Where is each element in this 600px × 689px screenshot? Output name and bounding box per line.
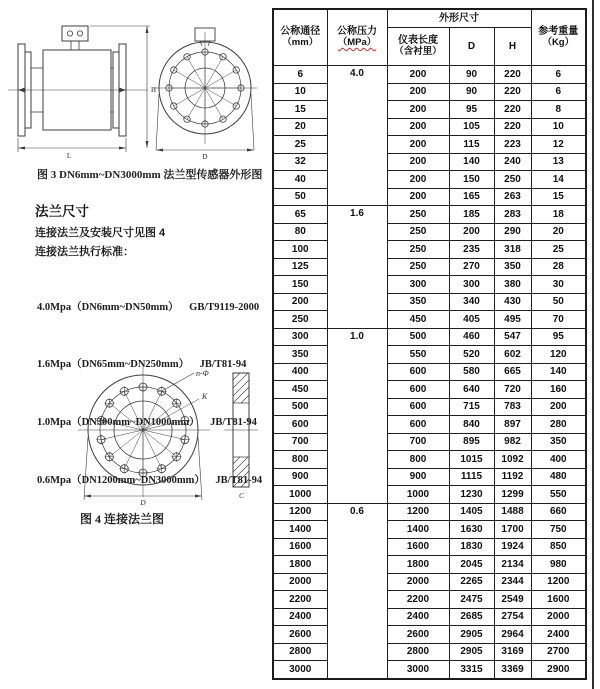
cell-weight: 980: [531, 556, 586, 574]
cell-d: 2685: [449, 608, 494, 626]
table-row: [273, 258, 586, 276]
cell-meter-length: 300: [387, 276, 449, 294]
standard-item: 0.6Mpa（DN1200mm~DN3000mm） JB/T81-94: [37, 475, 263, 487]
cell-h: 495: [494, 311, 531, 329]
cell-nominal-diameter: 200: [273, 293, 327, 311]
cell-meter-length: 600: [387, 398, 449, 416]
cell-nominal-diameter: 1400: [273, 521, 327, 539]
cell-weight: 550: [531, 486, 586, 504]
table-row: [273, 521, 586, 539]
cell-nominal-diameter: 100: [273, 241, 327, 259]
cell-h: 2964: [494, 626, 531, 644]
header-d: D: [449, 28, 494, 66]
cell-weight: 8: [531, 101, 586, 119]
cell-d: 460: [449, 328, 494, 346]
table-row: [273, 311, 586, 329]
cell-weight: 140: [531, 363, 586, 381]
cell-d: 840: [449, 416, 494, 434]
cell-weight: 2400: [531, 626, 586, 644]
cell-nominal-diameter: 2200: [273, 591, 327, 609]
cell-d: 895: [449, 433, 494, 451]
table-row: [273, 66, 586, 84]
cell-nominal-diameter: 150: [273, 276, 327, 294]
cell-h: 2754: [494, 608, 531, 626]
table-row: [273, 538, 586, 556]
cell-meter-length: 200: [387, 153, 449, 171]
cell-weight: 120: [531, 346, 586, 364]
cell-h: 3369: [494, 661, 531, 679]
cell-d: 580: [449, 363, 494, 381]
table-row: [273, 136, 586, 154]
cell-meter-length: 550: [387, 346, 449, 364]
cell-meter-length: 1000: [387, 486, 449, 504]
table-row: [273, 451, 586, 469]
cell-h: 665: [494, 363, 531, 381]
cell-h: 263: [494, 188, 531, 206]
dim-label-H: H: [151, 86, 157, 94]
cell-weight: 30: [531, 276, 586, 294]
table-row: [273, 206, 586, 224]
cell-meter-length: 250: [387, 223, 449, 241]
cell-weight: 2900: [531, 661, 586, 679]
cell-nominal-diameter: 80: [273, 223, 327, 241]
header-label: 公称通径: [280, 26, 321, 38]
cell-meter-length: 350: [387, 293, 449, 311]
header-reference-weight: [531, 9, 586, 66]
table-row: [273, 153, 586, 171]
cell-h: 220: [494, 83, 531, 101]
cell-meter-length: 1600: [387, 538, 449, 556]
table-row: [273, 328, 586, 346]
cell-meter-length: 450: [387, 311, 449, 329]
cell-meter-length: 600: [387, 381, 449, 399]
cell-d: 340: [449, 293, 494, 311]
table-row: [273, 83, 586, 101]
cell-h: 220: [494, 118, 531, 136]
cell-h: 430: [494, 293, 531, 311]
cell-weight: 10: [531, 118, 586, 136]
cell-meter-length: 250: [387, 206, 449, 224]
cell-meter-length: 200: [387, 171, 449, 189]
cell-d: 165: [449, 188, 494, 206]
cell-meter-length: 500: [387, 328, 449, 346]
cell-meter-length: 200: [387, 136, 449, 154]
cell-d: 90: [449, 66, 494, 84]
table-row: [273, 661, 586, 679]
cell-weight: 1200: [531, 573, 586, 591]
cell-meter-length: 200: [387, 118, 449, 136]
cell-h: 897: [494, 416, 531, 434]
cell-meter-length: 1800: [387, 556, 449, 574]
cell-h: 2344: [494, 573, 531, 591]
cell-meter-length: 3000: [387, 661, 449, 679]
cell-h: 220: [494, 66, 531, 84]
flange-install-note: 连接法兰及安装尺寸见图 4: [35, 227, 166, 239]
table-row: [273, 188, 586, 206]
cell-meter-length: 700: [387, 433, 449, 451]
cell-nominal-diameter: 250: [273, 311, 327, 329]
table-header-row-1: [273, 9, 586, 28]
cell-d: 1830: [449, 538, 494, 556]
cell-h: 1192: [494, 468, 531, 486]
cell-weight: 480: [531, 468, 586, 486]
cell-nominal-pressure: 1.6: [327, 206, 387, 329]
cell-weight: 200: [531, 398, 586, 416]
cell-d: 150: [449, 171, 494, 189]
cell-weight: 6: [531, 83, 586, 101]
header-label: 参考重量: [538, 26, 579, 38]
cell-nominal-diameter: 1600: [273, 538, 327, 556]
cell-d: 185: [449, 206, 494, 224]
header-label: 公称压力: [337, 26, 377, 38]
cell-nominal-diameter: 65: [273, 206, 327, 224]
cell-nominal-diameter: 1200: [273, 503, 327, 521]
page-border-line: [592, 0, 594, 689]
cell-weight: 750: [531, 521, 586, 539]
cell-h: 240: [494, 153, 531, 171]
header-note: （含衬里）: [394, 45, 442, 57]
standard-item: 4.0Mpa（DN6mm~DN50mm） GB/T9119-2000: [37, 301, 260, 313]
cell-weight: 14: [531, 171, 586, 189]
table-row: [273, 608, 586, 626]
cell-meter-length: 250: [387, 241, 449, 259]
cell-meter-length: 200: [387, 188, 449, 206]
cell-h: 602: [494, 346, 531, 364]
cell-h: 2134: [494, 556, 531, 574]
cell-d: 2905: [449, 626, 494, 644]
header-unit: （MPa）: [337, 36, 377, 48]
cell-weight: 160: [531, 381, 586, 399]
bolt-circle-holes: [166, 49, 244, 127]
cell-d: 1015: [449, 451, 494, 469]
header-nominal-diameter: [273, 9, 327, 66]
table-row: [273, 363, 586, 381]
cell-nominal-diameter: 1800: [273, 556, 327, 574]
cell-weight: 70: [531, 311, 586, 329]
cell-nominal-diameter: 900: [273, 468, 327, 486]
table-row: [273, 591, 586, 609]
cell-nominal-diameter: 15: [273, 101, 327, 119]
header-unit: （mm）: [282, 36, 319, 48]
table-row: [273, 416, 586, 434]
cell-d: 1115: [449, 468, 494, 486]
table-row: [273, 346, 586, 364]
cell-d: 2905: [449, 643, 494, 661]
cell-nominal-diameter: 125: [273, 258, 327, 276]
cell-meter-length: 200: [387, 66, 449, 84]
dimension-table: [272, 8, 587, 680]
cell-weight: 18: [531, 206, 586, 224]
header-meter-length: [387, 28, 449, 66]
figure3-caption: 图 3 DN6mm~DN3000mm 法兰型传感器外形图: [37, 169, 263, 181]
table-row: [273, 486, 586, 504]
cell-d: 140: [449, 153, 494, 171]
cell-nominal-diameter: 3000: [273, 661, 327, 679]
header-label: 仪表长度: [398, 35, 438, 47]
dim-label-L: L: [66, 152, 72, 160]
cell-nominal-diameter: 2600: [273, 626, 327, 644]
cell-h: 380: [494, 276, 531, 294]
figure4-flange-drawing: [10, 335, 265, 507]
table-row: [273, 398, 586, 416]
cell-weight: 25: [531, 241, 586, 259]
cell-h: 220: [494, 101, 531, 119]
cell-nominal-pressure: 0.6: [327, 503, 387, 679]
cell-h: 1488: [494, 503, 531, 521]
cell-meter-length: 200: [387, 101, 449, 119]
cell-h: 283: [494, 206, 531, 224]
cell-weight: 2700: [531, 643, 586, 661]
cell-d: 235: [449, 241, 494, 259]
cell-meter-length: 250: [387, 258, 449, 276]
cell-nominal-diameter: 20: [273, 118, 327, 136]
dim-label-holes: n-Φ: [196, 369, 209, 378]
cell-h: 1924: [494, 538, 531, 556]
table-row: [273, 293, 586, 311]
cell-weight: 28: [531, 258, 586, 276]
cell-d: 300: [449, 276, 494, 294]
cell-meter-length: 2200: [387, 591, 449, 609]
cell-nominal-diameter: 500: [273, 398, 327, 416]
cell-weight: 280: [531, 416, 586, 434]
cell-nominal-diameter: 450: [273, 381, 327, 399]
table-row: [273, 241, 586, 259]
cell-d: 3315: [449, 661, 494, 679]
table-row: [273, 433, 586, 451]
cell-d: 1630: [449, 521, 494, 539]
cell-weight: 95: [531, 328, 586, 346]
cell-nominal-diameter: 10: [273, 83, 327, 101]
cell-meter-length: 800: [387, 451, 449, 469]
cell-nominal-diameter: 25: [273, 136, 327, 154]
cell-weight: 660: [531, 503, 586, 521]
table-row: [273, 276, 586, 294]
cell-d: 2045: [449, 556, 494, 574]
cell-weight: 50: [531, 293, 586, 311]
cell-d: 105: [449, 118, 494, 136]
cell-d: 1230: [449, 486, 494, 504]
cell-h: 783: [494, 398, 531, 416]
dim-label-D: D: [140, 498, 146, 507]
cell-meter-length: 2000: [387, 573, 449, 591]
figure4-caption: 图 4 连接法兰图: [80, 512, 165, 526]
cell-d: 715: [449, 398, 494, 416]
cell-h: 547: [494, 328, 531, 346]
table-row: [273, 468, 586, 486]
cell-nominal-diameter: 700: [273, 433, 327, 451]
table-row: [273, 503, 586, 521]
cell-nominal-diameter: 300: [273, 328, 327, 346]
cell-meter-length: 600: [387, 363, 449, 381]
cell-weight: 12: [531, 136, 586, 154]
cell-d: 1405: [449, 503, 494, 521]
cell-d: 200: [449, 223, 494, 241]
cell-h: 350: [494, 258, 531, 276]
table-row: [273, 101, 586, 119]
cell-nominal-diameter: 400: [273, 363, 327, 381]
cell-nominal-diameter: 350: [273, 346, 327, 364]
cell-weight: 850: [531, 538, 586, 556]
cell-weight: 1600: [531, 591, 586, 609]
cell-nominal-pressure: 4.0: [327, 66, 387, 206]
cell-meter-length: 200: [387, 83, 449, 101]
standard-item: 1.6Mpa（DN65mm~DN250mm） JB/T81-94: [37, 359, 247, 371]
cell-weight: 350: [531, 433, 586, 451]
header-h: H: [494, 28, 531, 66]
flange-standard-note: 连接法兰执行标准：: [35, 246, 134, 258]
dim-label-C: C: [239, 491, 245, 500]
cell-h: 982: [494, 433, 531, 451]
cell-h: 290: [494, 223, 531, 241]
dim-label-K: K: [202, 392, 208, 401]
cell-weight: 15: [531, 188, 586, 206]
cell-d: 2475: [449, 591, 494, 609]
cell-meter-length: 900: [387, 468, 449, 486]
standard-item: 1.0Mpa（DN300mm~DN1000mm） JB/T81-94: [37, 417, 257, 429]
cell-h: 3169: [494, 643, 531, 661]
cell-d: 405: [449, 311, 494, 329]
cell-weight: 2000: [531, 608, 586, 626]
table-row: [273, 171, 586, 189]
table-row: [273, 556, 586, 574]
cell-meter-length: 1200: [387, 503, 449, 521]
header-nominal-pressure: [327, 9, 387, 66]
cell-d: 95: [449, 101, 494, 119]
cell-nominal-diameter: 2800: [273, 643, 327, 661]
dimension-table-wrapper: [272, 8, 587, 680]
cell-h: 223: [494, 136, 531, 154]
table-row: [273, 118, 586, 136]
cell-d: 2265: [449, 573, 494, 591]
cell-d: 270: [449, 258, 494, 276]
dimension-table-body: [273, 66, 586, 679]
section-heading-flange-size: 法兰尺寸: [35, 204, 89, 219]
cell-d: 520: [449, 346, 494, 364]
table-row: [273, 381, 586, 399]
cell-h: 1092: [494, 451, 531, 469]
cell-weight: 400: [531, 451, 586, 469]
cell-meter-length: 2400: [387, 608, 449, 626]
cell-meter-length: 1400: [387, 521, 449, 539]
cell-h: 318: [494, 241, 531, 259]
table-row: [273, 626, 586, 644]
cell-nominal-diameter: 2000: [273, 573, 327, 591]
cell-h: 1299: [494, 486, 531, 504]
cell-h: 2549: [494, 591, 531, 609]
cell-meter-length: 2800: [387, 643, 449, 661]
cell-nominal-diameter: 2400: [273, 608, 327, 626]
cell-nominal-diameter: 600: [273, 416, 327, 434]
cell-nominal-diameter: 50: [273, 188, 327, 206]
cell-nominal-diameter: 1000: [273, 486, 327, 504]
cell-nominal-diameter: 6: [273, 66, 327, 84]
cell-weight: 13: [531, 153, 586, 171]
table-row: [273, 573, 586, 591]
cell-d: 115: [449, 136, 494, 154]
cell-nominal-pressure: 1.0: [327, 328, 387, 503]
cell-d: 640: [449, 381, 494, 399]
cell-h: 250: [494, 171, 531, 189]
cell-meter-length: 600: [387, 416, 449, 434]
header-unit: （Kg）: [542, 36, 575, 48]
cell-h: 1700: [494, 521, 531, 539]
cell-nominal-diameter: 800: [273, 451, 327, 469]
cell-nominal-diameter: 40: [273, 171, 327, 189]
cell-weight: 6: [531, 66, 586, 84]
table-row: [273, 223, 586, 241]
cell-weight: 20: [531, 223, 586, 241]
cell-d: 90: [449, 83, 494, 101]
table-row: [273, 643, 586, 661]
cell-meter-length: 2600: [387, 626, 449, 644]
figure3-sensor-drawing: [0, 0, 265, 160]
cell-h: 720: [494, 381, 531, 399]
cell-nominal-diameter: 32: [273, 153, 327, 171]
header-outline-dimensions: 外形尺寸: [387, 9, 531, 28]
dim-label-D: D: [202, 153, 208, 160]
